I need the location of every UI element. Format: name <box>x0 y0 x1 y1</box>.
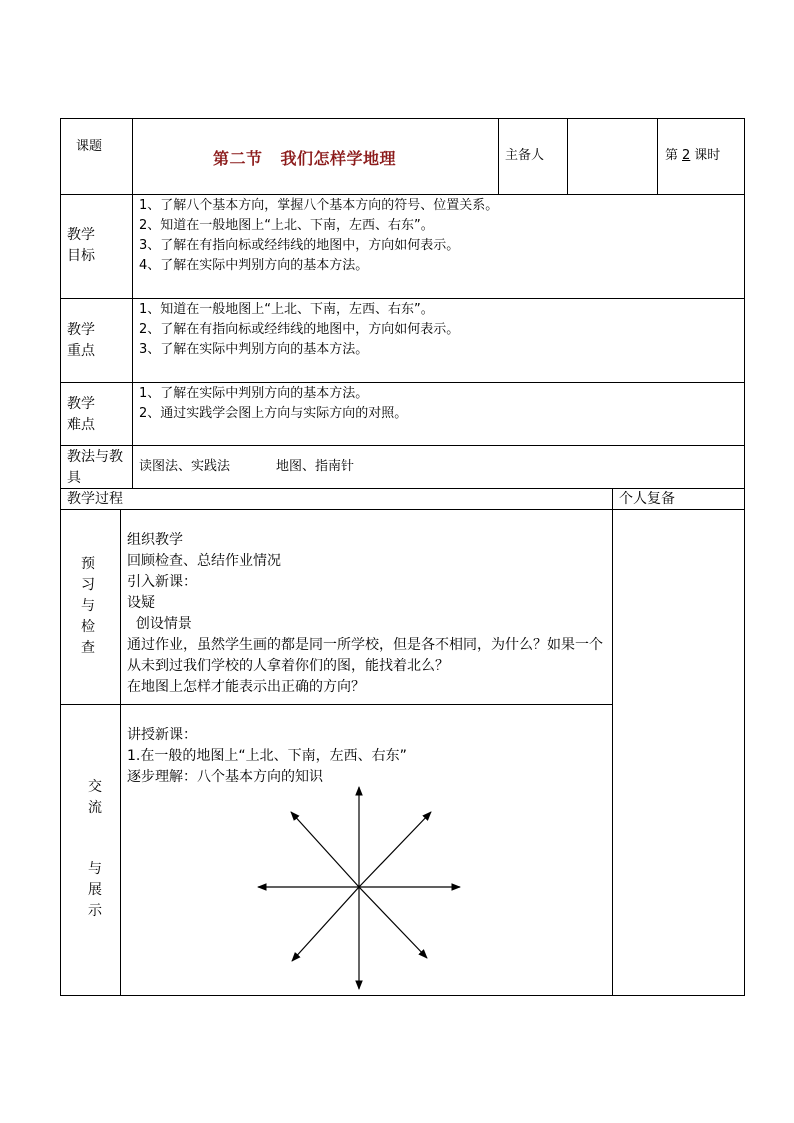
lesson-title <box>213 146 396 169</box>
objectives-label: 教学 目标 <box>67 227 95 264</box>
content-line: 在地图上怎样才能表示出正确的方向？ <box>127 679 365 695</box>
list-item: 2、通过实践学会图上方向与实际方向的对照。 <box>139 406 408 421</box>
period-indicator <box>665 146 720 166</box>
table-col-divider <box>567 118 568 194</box>
table-border-bottom <box>60 995 745 996</box>
table-row-divider <box>60 194 745 195</box>
preparer-label: 主备人 <box>505 148 545 163</box>
southeast-arrow <box>359 887 427 958</box>
tools-text: 地图、指南针 <box>276 459 355 474</box>
eight-directions-arrows-diagram <box>255 783 465 993</box>
list-item: 2、知道在一般地图上“上北、下南，左西、右东”。 <box>139 218 434 233</box>
table-row-divider <box>60 704 612 705</box>
content-line: 讲授新课： <box>127 727 197 743</box>
difficulties-list <box>139 384 407 424</box>
methods-text: 读图法、实践法 <box>139 459 231 474</box>
content-line: 创设情景 <box>127 616 192 632</box>
list-item: 1、了解八个基本方向，掌握八个基本方向的符号、位置关系。 <box>139 198 499 213</box>
table-border-top <box>60 118 745 119</box>
methods-label: 教法与教 具 <box>67 449 123 486</box>
table-border-right <box>744 118 745 996</box>
list-item: 1、了解在实际中判别方向的基本方法。 <box>139 386 369 401</box>
list-item: 3、了解在实际中判别方向的基本方法。 <box>139 342 369 357</box>
period-number: 2 <box>682 148 691 163</box>
northeast-arrow <box>359 812 431 887</box>
northwest-arrow <box>291 812 359 887</box>
content-line: 设疑 <box>127 595 155 611</box>
lesson-title-section: 第二节 <box>213 149 263 168</box>
period-suffix: 课时 <box>694 148 721 163</box>
table-col-divider <box>612 488 613 996</box>
list-item: 4、了解在实际中判别方向的基本方法。 <box>139 258 369 273</box>
content-line: 组织教学 <box>127 532 183 548</box>
preview-check-content <box>127 530 603 698</box>
table-col-divider <box>657 118 658 194</box>
table-border-left <box>60 118 61 996</box>
content-line: 1.在一般的地图上“上北、下南，左西、右东” <box>127 748 407 764</box>
lesson-title-topic: 我们怎样学地理 <box>280 149 397 168</box>
table-row-divider <box>60 298 745 299</box>
key-points-label: 教学 重点 <box>67 322 95 359</box>
content-line: 逐步理解：八个基本方向的知识 <box>127 769 323 785</box>
preview-check-label: 预 习 与 检 查 <box>81 556 95 656</box>
table-row-divider <box>60 382 745 383</box>
key-points-list <box>139 300 459 360</box>
objectives-list <box>139 196 498 276</box>
southwest-arrow <box>292 887 359 961</box>
lesson-label: 课题 <box>76 139 103 154</box>
table-col-divider <box>120 509 121 996</box>
list-item: 1、知道在一般地图上“上北、下南，左西、右东”。 <box>139 302 434 317</box>
list-item: 2、了解在有指向标或经纬线的地图中，方向如何表示。 <box>139 322 460 337</box>
list-item: 3、了解在有指向标或经纬线的地图中，方向如何表示。 <box>139 238 460 253</box>
difficulties-label: 教学 难点 <box>67 396 95 433</box>
content-line: 通过作业，虽然学生画的都是同一所学校，但是各不相同，为什么？如果一个 <box>127 637 603 653</box>
exchange-display-label: 交 流 与 展 示 <box>88 779 102 919</box>
table-row-divider <box>60 445 745 446</box>
content-line: 从未到过我们学校的人拿着你们的图，能找着北么？ <box>127 658 449 674</box>
table-col-divider <box>498 118 499 194</box>
exchange-display-content <box>127 725 407 788</box>
content-line: 回顾检查、总结作业情况 <box>127 553 281 569</box>
content-line: 引入新课： <box>127 574 197 590</box>
process-label: 教学过程 <box>67 491 123 507</box>
table-col-divider <box>132 118 133 488</box>
period-prefix: 第 <box>665 148 679 163</box>
personal-review-label: 个人复备 <box>619 491 675 507</box>
